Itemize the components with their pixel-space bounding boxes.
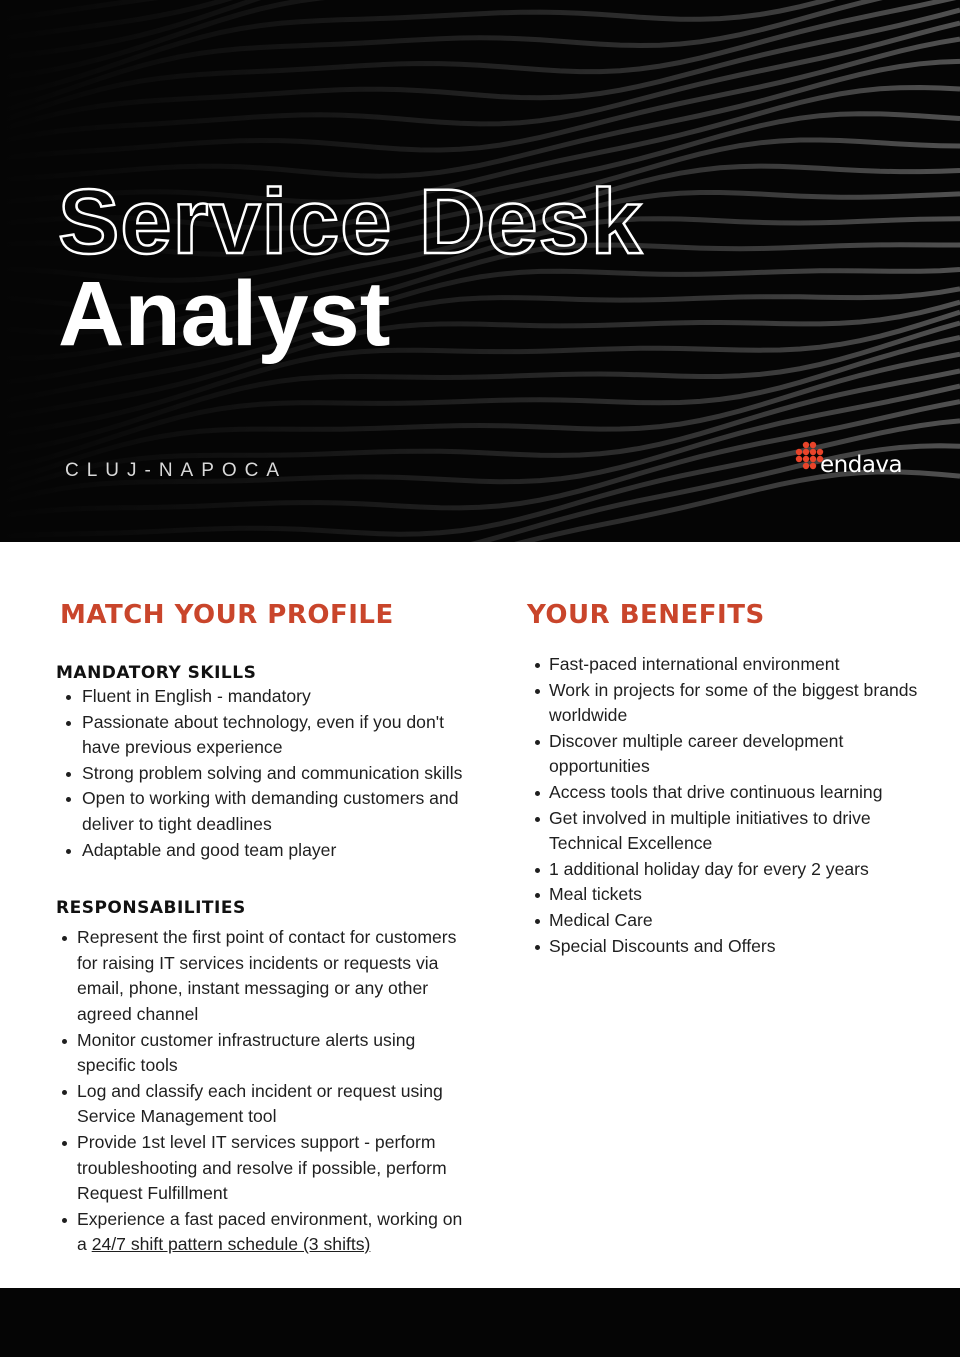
list-item: Fast-paced international environment <box>527 652 927 678</box>
job-location: CLUJ-NAPOCA <box>65 460 288 481</box>
list-item: Strong problem solving and communication skills <box>56 761 466 787</box>
list-item <box>56 1207 466 1258</box>
hero-banner <box>0 0 960 542</box>
list-item: Provide 1st level IT services support - perform troubleshooting and resolve if possible, perform Request Fulfillment <box>56 1130 466 1207</box>
profile-column <box>56 596 466 1258</box>
profile-section-title: MATCH YOUR PROFILE <box>60 600 394 630</box>
benefits-column <box>527 596 927 959</box>
list-item: Passionate about technology, even if you don't have previous experience <box>56 710 466 761</box>
list-item: Open to working with demanding customers and deliver to tight deadlines <box>56 786 466 837</box>
list-item: Meal tickets <box>527 882 927 908</box>
benefits-list <box>527 652 927 959</box>
list-item: Represent the first point of contact for customers for raising IT services incidents or requests via email, phone, instant messaging or any other agreed channel <box>56 925 466 1027</box>
list-item: Monitor customer infrastructure alerts using specific tools <box>56 1028 466 1079</box>
mandatory-skills-list <box>56 684 466 863</box>
shift-schedule-link[interactable]: 24/7 shift pattern schedule (3 shifts) <box>91 1234 371 1255</box>
job-title-line-2: Analyst <box>58 263 391 365</box>
list-item: Get involved in multiple initiatives to drive Technical Excellence <box>527 806 927 857</box>
list-item: Work in projects for some of the biggest brands worldwide <box>527 678 927 729</box>
responsibilities-list <box>56 925 466 1258</box>
list-item: Medical Care <box>527 908 927 934</box>
list-item: Fluent in English - mandatory <box>56 684 466 710</box>
responsibilities-title: RESPONSABILITIES <box>56 898 246 919</box>
mandatory-skills-title: MANDATORY SKILLS <box>56 663 257 683</box>
list-item: Access tools that drive continuous learning <box>527 780 927 806</box>
endava-logo-text: endava <box>820 452 903 478</box>
list-item: 1 additional holiday day for every 2 years <box>527 857 927 883</box>
list-item: Special Discounts and Offers <box>527 934 927 960</box>
list-item: Adaptable and good team player <box>56 838 466 864</box>
endava-logo <box>793 441 903 481</box>
benefits-section-title: YOUR BENEFITS <box>527 600 765 630</box>
list-item: Discover multiple career development opportunities <box>527 729 927 780</box>
list-item: Log and classify each incident or request using Service Management tool <box>56 1079 466 1130</box>
footer-bar <box>0 1288 960 1357</box>
list-item-text: Experience a fast paced environment, working on a <box>77 1208 463 1255</box>
job-title-line-1: Service Desk <box>58 171 643 273</box>
